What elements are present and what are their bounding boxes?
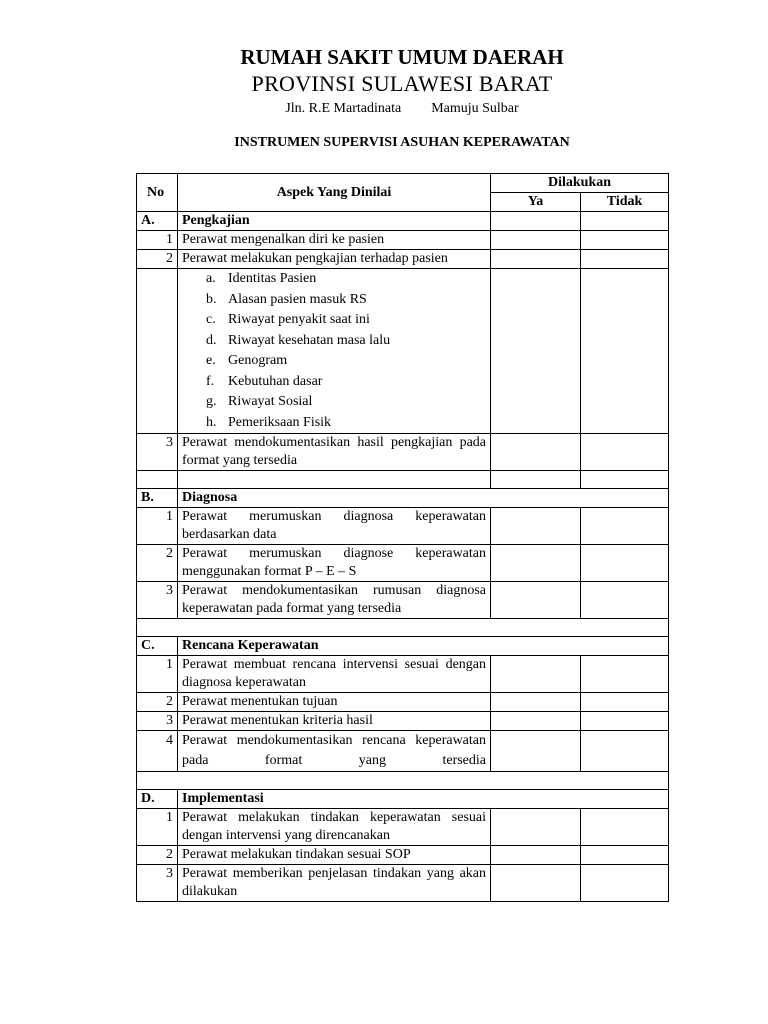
subitem-mark: d. <box>206 332 217 348</box>
header-done: Dilakukan <box>491 174 669 193</box>
item-text: Perawat melakukan tindakan sesuai SOP <box>178 846 491 865</box>
section-row <box>137 489 669 508</box>
section-label: Diagnosa <box>178 489 669 508</box>
no-cell[interactable] <box>581 508 669 545</box>
yes-cell[interactable] <box>491 545 581 582</box>
yes-cell[interactable] <box>491 212 581 231</box>
spacer-row <box>137 619 669 637</box>
yes-cell[interactable] <box>491 731 581 772</box>
table-row <box>137 231 669 250</box>
table-row <box>137 656 669 693</box>
subitem-text: Pemeriksaan Fisik <box>228 414 332 430</box>
table-row <box>137 434 669 471</box>
item-text: Perawat mengenalkan diri ke pasien <box>178 231 491 250</box>
list-item <box>206 269 486 290</box>
section-row <box>137 790 669 809</box>
yes-cell[interactable] <box>491 434 581 471</box>
subitem-mark: f. <box>206 373 215 389</box>
item-number: 2 <box>137 846 178 865</box>
yes-cell[interactable] <box>491 508 581 545</box>
item-number: 4 <box>137 731 178 772</box>
item-text: Perawat melakukan tindakan keperawatan sesuai dengan intervensi yang direncanakan <box>178 809 491 846</box>
yes-cell[interactable] <box>491 865 581 902</box>
yes-cell[interactable] <box>491 250 581 269</box>
section-code: A. <box>137 212 178 231</box>
subitem-text: Genogram <box>228 353 288 368</box>
subitem-mark: e. <box>206 353 216 368</box>
yes-cell[interactable] <box>491 846 581 865</box>
item-text: Perawat menentukan tujuan <box>178 693 491 712</box>
yes-cell[interactable] <box>491 582 581 619</box>
list-item <box>206 290 486 311</box>
header-no-done: Tidak <box>581 193 669 212</box>
item-text: Perawat merumuskan diagnosa keperawatan berdasarkan data <box>178 508 491 545</box>
no-cell[interactable] <box>581 731 669 772</box>
table-row <box>137 269 669 434</box>
spacer-row <box>137 471 669 489</box>
item-number: 1 <box>137 508 178 545</box>
list-item <box>206 372 486 393</box>
list-item <box>206 392 486 413</box>
subitem-text: Alasan pasien masuk RS <box>228 291 367 307</box>
subitem-text: Kebutuhan dasar <box>228 373 323 389</box>
no-cell[interactable] <box>581 865 669 902</box>
subitem-text: Identitas Pasien <box>228 271 317 286</box>
table-row <box>137 865 669 902</box>
document-header <box>0 44 768 118</box>
table-row <box>137 545 669 582</box>
item-text: Perawat menentukan kriteria hasil <box>178 712 491 731</box>
header-aspect: Aspek Yang Dinilai <box>178 174 491 212</box>
table-row <box>137 809 669 846</box>
item-number: 1 <box>137 656 178 693</box>
province-name: PROVINSI SULAWESI BARAT <box>251 71 553 96</box>
item-text: Perawat mendokumentasikan rumusan diagnosa keperawatan pada format yang tersedia <box>178 582 491 619</box>
subitem-mark: h. <box>206 414 217 430</box>
section-code: B. <box>137 489 178 508</box>
table-row <box>137 693 669 712</box>
hospital-name: RUMAH SAKIT UMUM DAERAH <box>240 45 564 69</box>
item-number: 1 <box>137 809 178 846</box>
no-cell[interactable] <box>581 712 669 731</box>
no-cell[interactable] <box>581 656 669 693</box>
table-row <box>137 712 669 731</box>
item-number: 3 <box>137 865 178 902</box>
list-item <box>206 331 486 352</box>
item-text: Perawat mendokumentasikan rencana keperawatan pada format yang tersedia <box>178 731 491 772</box>
subitem-cell <box>178 269 491 434</box>
item-number: 3 <box>137 582 178 619</box>
list-item <box>206 310 486 331</box>
no-cell[interactable] <box>581 434 669 471</box>
yes-cell[interactable] <box>491 712 581 731</box>
subitem-text: Riwayat penyakit saat ini <box>228 312 370 327</box>
item-number: 3 <box>137 434 178 471</box>
spacer-row <box>137 772 669 790</box>
section-label: Implementasi <box>178 790 669 809</box>
subitem-mark: g. <box>206 394 217 409</box>
subitem-mark: c. <box>206 312 216 327</box>
subitem-text: Riwayat kesehatan masa lalu <box>228 332 391 348</box>
section-code: D. <box>137 790 178 809</box>
item-number: 2 <box>137 693 178 712</box>
item-number: 2 <box>137 250 178 269</box>
hospital-address <box>36 100 768 118</box>
no-cell[interactable] <box>581 846 669 865</box>
item-text: Perawat memberikan penjelasan tindakan yang akan dilakukan <box>178 865 491 902</box>
no-cell[interactable] <box>581 212 669 231</box>
item-number: 3 <box>137 712 178 731</box>
item-number: 1 <box>137 231 178 250</box>
item-text: Perawat merumuskan diagnose keperawatan menggunakan format P – E – S <box>178 545 491 582</box>
table-row <box>137 846 669 865</box>
no-cell[interactable] <box>581 269 669 434</box>
document-title: INSTRUMEN SUPERVISI ASUHAN KEPERAWATAN <box>234 135 570 150</box>
subitem-text: Riwayat Sosial <box>228 394 313 409</box>
subitem-mark: b. <box>206 291 217 307</box>
yes-cell[interactable] <box>491 693 581 712</box>
assessment-sublist <box>182 269 486 433</box>
item-text: Perawat membuat rencana intervensi sesuai dengan diagnosa keperawatan <box>178 656 491 693</box>
yes-cell[interactable] <box>491 809 581 846</box>
table-row <box>137 731 669 772</box>
section-label: Pengkajian <box>178 212 491 231</box>
section-label: Rencana Keperawatan <box>178 637 669 656</box>
empty-number-cell <box>137 269 178 434</box>
section-row <box>137 212 669 231</box>
section-row <box>137 637 669 656</box>
no-cell[interactable] <box>581 231 669 250</box>
table-row <box>137 582 669 619</box>
table-row <box>137 508 669 545</box>
header-no: No <box>137 174 178 212</box>
yes-cell[interactable] <box>491 656 581 693</box>
list-item <box>206 351 486 372</box>
item-number: 2 <box>137 545 178 582</box>
supervision-table <box>136 173 669 902</box>
no-cell[interactable] <box>581 250 669 269</box>
item-text: Perawat melakukan pengkajian terhadap pasien <box>178 250 491 269</box>
address-street: Jln. R.E Martadinata <box>285 101 402 116</box>
header-yes: Ya <box>491 193 581 212</box>
no-cell[interactable] <box>581 582 669 619</box>
section-code: C. <box>137 637 178 656</box>
no-cell[interactable] <box>581 809 669 846</box>
yes-cell[interactable] <box>491 231 581 250</box>
address-city: Mamuju Sulbar <box>431 101 519 116</box>
list-item <box>206 413 486 434</box>
no-cell[interactable] <box>581 693 669 712</box>
yes-cell[interactable] <box>491 269 581 434</box>
table-row <box>137 250 669 269</box>
no-cell[interactable] <box>581 545 669 582</box>
subitem-mark: a. <box>206 271 216 286</box>
item-text: Perawat mendokumentasikan hasil pengkajian pada format yang tersedia <box>178 434 491 471</box>
